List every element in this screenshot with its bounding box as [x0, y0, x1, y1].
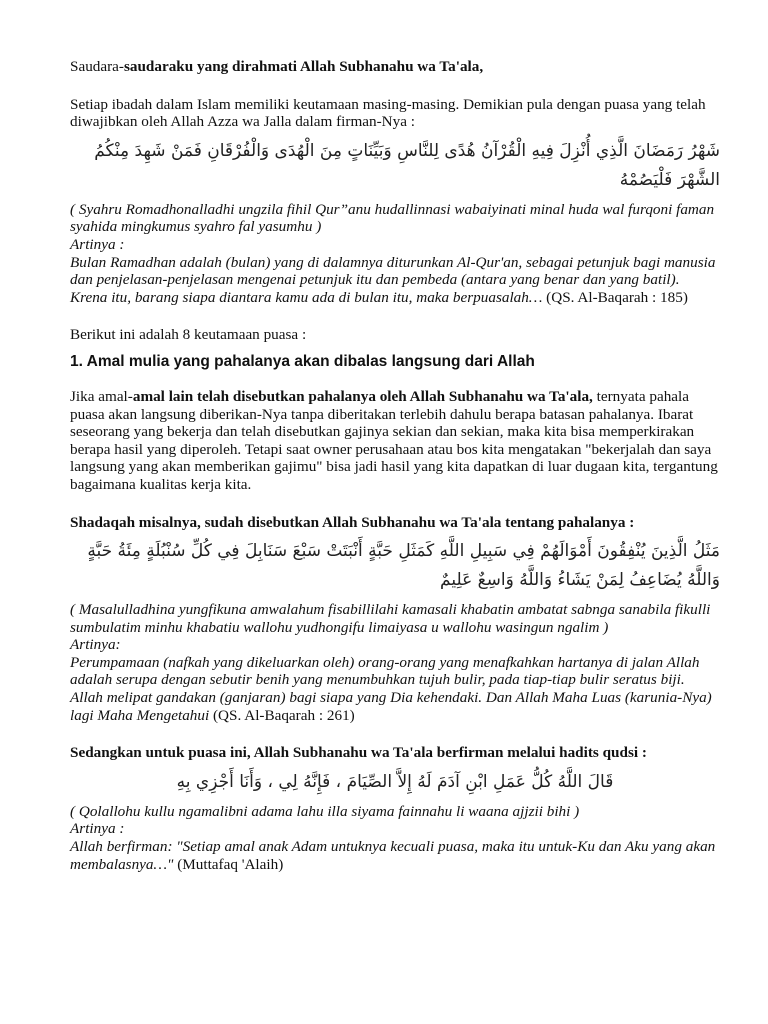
section1-para-rest: ternyata pahala puasa akan langsung diberikan-Nya tanpa diberitakan terlebih dahulu berapa batasan pahalanya. Ibarat seseorang yang bekerja dan telah disebutkan gajinya sekian dan sekian, maka kita bisa memperkirakan berapa hasil yang diperoleh. Tetapi saat owner perusahaan atau bos kita mengatakan "bekerjalah dan saya langsung yang akan memberikan gajimu" bisa jadi hasil yang kita dapatkan di luar dugaan kita, tergantung bagaimana kualitas kerja kita.: [70, 387, 718, 493]
greeting-bold: saudaraku yang dirahmati Allah Subhanahu wa Ta'ala,: [123, 58, 484, 75]
document-page: [70, 58, 720, 873]
section1-paragraph: [70, 388, 720, 494]
verse2-intro: Shadaqah misalnya, sudah disebutkan Allah Subhanahu wa Ta'ala tentang pahalanya :: [70, 513, 635, 531]
verse2-artinya-label: Artinya:: [70, 636, 121, 654]
verse2-arabic: مَثَلُ الَّذِينَ يُنْفِقُونَ أَمْوَالَهُمْ فِي سَبِيلِ اللَّهِ كَمَثَلِ حَبَّةٍ أَنْبَتَتْ سَبْعَ سَنَابِلَ فِي كُلِّ سُنْبُلَةٍ مِئَةُ حَبَّةٍ وَاللَّهُ يُضَاعِفُ لِمَنْ يَشَاءُ وَاللَّهُ وَاسِعٌ عَلِيمٌ: [87, 541, 720, 591]
verse3-intro: Sedangkan untuk puasa ini, Allah Subhanahu wa Ta'ala berfirman melalui hadits qudsi :: [70, 744, 647, 762]
verse2-reference: (QS. Al-Baqarah : 261): [209, 706, 355, 724]
verse3-transliteration: ( Qolallohu kullu ngamalibni adama lahu illa siyama fainnahu li waana ajjzii bihi ): [70, 802, 580, 820]
verse3-translation: Allah berfirman: "Setiap amal anak Adam untuknya kecuali puasa, maka itu untuk-Ku dan Aku yang akan membalasnya…": [70, 838, 716, 873]
intro-paragraph: Setiap ibadah dalam Islam memiliki keutamaan masing-masing. Demikian pula dengan puasa yang telah diwajibkan oleh Allah Azza wa Jalla dalam firman-Nya :: [70, 95, 706, 131]
verse2-translation: Perumpamaan (nafkah yang dikeluarkan oleh) orang-orang yang menafkahkan hartanya di jalan Allah adalah serupa dengan sebutir benih yang menumbuhkan tujuh bulir, pada tiap-tiap bulir seratus biji. Allah melipat gandakan (ganjaran) bagi siapa yang Dia kehendaki. Dan Allah Maha Luas (karunia-Nya) lagi Maha Mengetahui: [70, 653, 712, 724]
verse2-transliteration: ( Masalulladhina yungfikuna amwalahum fisabillilahi kamasali khabatin ambatat sabnga sanabila fikulli sumbulatim minhu khabatiu wallohu yudhongifu limaiyasa u wallohu wasingun ngalim ): [70, 601, 711, 636]
verse2-translation-block: [70, 654, 720, 724]
verse3-artinya-label: Artinya :: [70, 820, 125, 838]
section1-para-prefix: Jika amal-: [70, 387, 133, 405]
verse3-arabic: قَالَ اللَّهُ كُلُّ عَمَلِ ابْنِ آدَمَ لَهُ إِلاَّ الصِّيَامَ ، فَإِنَّهُ لِي ، وَأَنَا أَجْزِي بِهِ: [176, 771, 614, 792]
verse1-reference: (QS. Al-Baqarah : 185): [542, 288, 688, 306]
verse1-arabic: شَهْرُ رَمَضَانَ الَّذِي أُنْزِلَ فِيهِ الْقُرْآنُ هُدًى لِلنَّاسِ وَبَيِّنَاتٍ مِنَ الْهُدَى وَالْفُرْقَانِ فَمَنْ شَهِدَ مِنْكُمُ الشَّهْرَ فَلْيَصُمْهُ: [94, 140, 720, 190]
verse3-translation-block: [70, 838, 720, 873]
greeting-prefix: Saudara-: [70, 58, 124, 75]
greeting: [70, 58, 720, 76]
list-intro: Berikut ini adalah 8 keutamaan puasa :: [70, 326, 307, 344]
verse1-artinya-label: Artinya :: [70, 235, 125, 253]
verse1-transliteration: ( Syahru Romadhonalladhi ungzila fihil Qur”anu hudallinnasi wabaiyinati minal huda wal furqoni faman syahida mingkumus syahro fal yasumhu ): [70, 200, 715, 236]
section1-para-bold: amal lain telah disebutkan pahalanya oleh Allah Subhanahu wa Ta'ala,: [132, 387, 593, 405]
verse3-reference: (Muttafaq 'Alaih): [173, 855, 284, 873]
verse1-translation-block: [70, 254, 720, 307]
section1-heading: 1. Amal mulia yang pahalanya akan dibalas langsung dari Allah: [70, 352, 535, 370]
verse1-translation: Bulan Ramadhan adalah (bulan) yang di dalamnya diturunkan Al-Qur'an, sebagai petunjuk bagi manusia dan penjelasan-penjelasan mengenai petunjuk itu dan pembeda (antara yang benar dan yang batil). Krena itu, barang siapa diantara kamu ada di bulan itu, maka berpuasalah…: [70, 253, 716, 306]
